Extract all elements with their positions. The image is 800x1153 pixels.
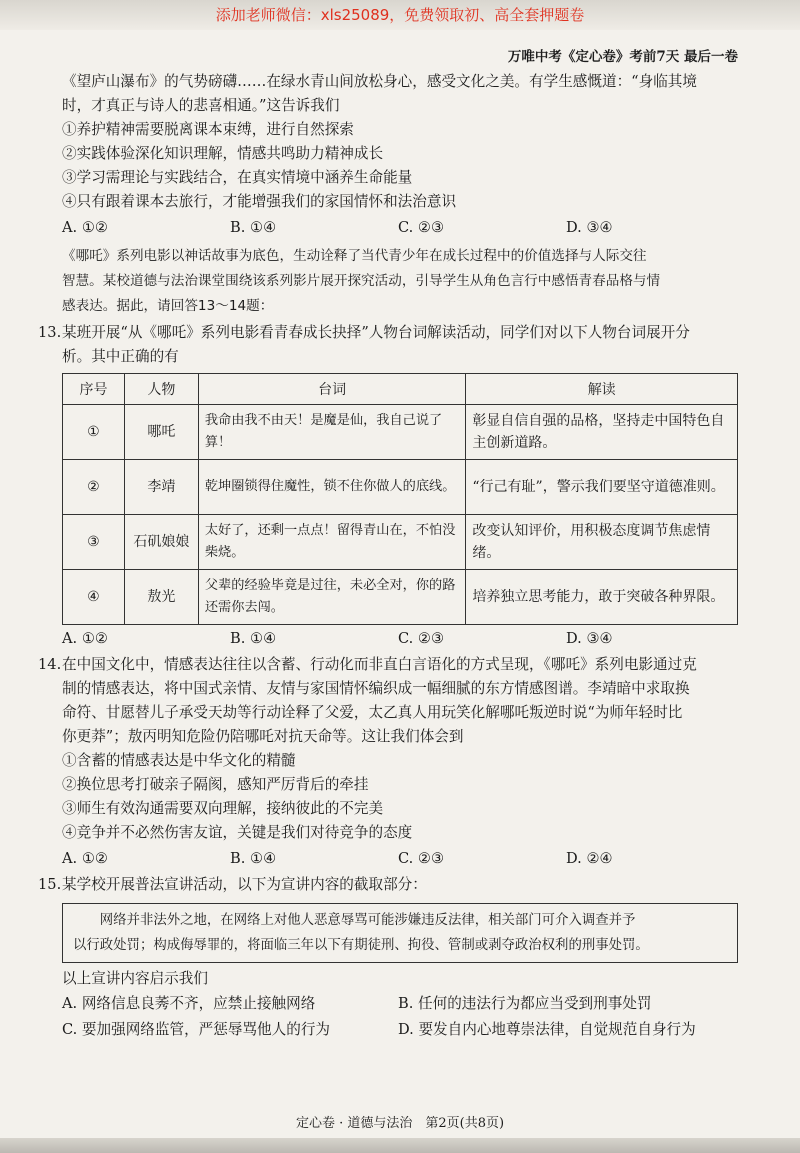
- q12-option-a: A. ①②: [62, 219, 108, 236]
- q12-stem-line: 《望庐山瀑布》的气势磅礴……在绿水青山间放松身心，感受文化之美。有学生感慨道：“身临其境: [62, 73, 697, 90]
- q12-option-c: C. ②③: [398, 219, 445, 236]
- q15-option-d: D. 要发自内心地尊崇法律，自觉规范自身行为: [398, 1021, 696, 1038]
- table-header-row: [63, 374, 738, 405]
- row-number: ①: [63, 405, 125, 460]
- q14-options: [62, 847, 738, 871]
- q15-option-a: A. 网络信息良莠不齐，应禁止接触网络: [62, 995, 316, 1012]
- q12-option-b: B. ①④: [230, 219, 277, 236]
- q14-item: ④竞争并不必然伤害友谊，关键是我们对待竞争的态度: [62, 824, 413, 841]
- row-character: 李靖: [124, 460, 198, 515]
- table-row: [63, 515, 738, 570]
- q15-stem-text: 某学校开展普法宣讲活动，以下为宣讲内容的截取部分：: [62, 876, 427, 893]
- dialogue-table: [62, 373, 738, 625]
- scan-bottom-edge: [0, 1138, 800, 1153]
- q15-option-c: C. 要加强网络监管，严惩辱骂他人的行为: [62, 1021, 331, 1038]
- q15-options-row: [62, 1017, 738, 1043]
- q13-option-c: C. ②③: [398, 630, 445, 647]
- question-15: [38, 873, 738, 1043]
- q15-lead: 以上宣讲内容启示我们: [62, 970, 208, 987]
- q14-stem-line: 命符、甘愿替儿子承受天劫等行动诠释了父爱，太乙真人用玩笑化解哪吒叛逆时说“为师年轻时比: [62, 704, 683, 721]
- question-12: [62, 70, 738, 240]
- col-header: 台词: [198, 374, 466, 405]
- q14-stem-line: 在中国文化中，情感表达往往以含蓄、行动化而非直白言语化的方式呈现，《哪吒》系列电影通过克: [62, 656, 697, 673]
- intro-line: 感表达。据此，请回答13～14题：: [62, 298, 274, 314]
- question-13: [38, 321, 738, 651]
- q12-option-d: D. ③④: [566, 219, 613, 236]
- row-interpretation: 彰显自信自强的品格，坚持走中国特色自主创新道路。: [466, 405, 738, 460]
- q12-item: ①养护精神需要脱离课本束缚，进行自然探索: [62, 121, 354, 138]
- question-14: [38, 653, 738, 871]
- row-number: ②: [63, 460, 125, 515]
- row-character: 石矶娘娘: [124, 515, 198, 570]
- q13-option-b: B. ①④: [230, 630, 277, 647]
- q15-box-line: 以行政处罚；构成侮辱罪的，将面临三年以下有期徒刑、拘役、管制或剥夺政治权利的刑事处罚。: [73, 938, 649, 953]
- q14-item: ①含蓄的情感表达是中华文化的精髓: [62, 752, 296, 769]
- q12-stem-line: 时，才真正与诗人的悲喜相通。”这告诉我们: [62, 97, 340, 114]
- q15-number: 15.: [38, 876, 62, 893]
- row-line: 太好了，还剩一点点！留得青山在，不怕没柴烧。: [198, 515, 466, 570]
- q12-item: ②实践体验深化知识理解，情感共鸣助力精神成长: [62, 145, 384, 162]
- row-interpretation: “行己有耻”，警示我们要坚守道德准则。: [466, 460, 738, 515]
- q15-stem: [38, 873, 738, 897]
- q14-stem-line: 你更莽”；敖丙明知危险仍陪哪吒对抗天命等。这让我们体会到: [62, 728, 464, 745]
- q12-item: ④只有跟着课本去旅行，才能增强我们的家国情怀和法治意识: [62, 193, 457, 210]
- row-character: 哪吒: [124, 405, 198, 460]
- q13-option-a: A. ①②: [62, 630, 108, 647]
- q15-options-row: [62, 991, 738, 1017]
- q14-item: ③师生有效沟通需要双向理解，接纳彼此的不完美: [62, 800, 384, 817]
- q13-stem-first: [38, 321, 738, 345]
- col-header: 序号: [63, 374, 125, 405]
- row-character: 敖光: [124, 570, 198, 625]
- q13-options: [62, 627, 738, 651]
- q15-option-b: B. 任何的违法行为都应当受到刑事处罚: [398, 995, 652, 1012]
- intro-line: 智慧。某校道德与法治课堂围绕该系列影片展开探究活动，引导学生从角色言行中感悟青春品格与情: [62, 273, 661, 289]
- q15-box-line: 网络并非法外之地，在网络上对他人恶意辱骂可能涉嫌违反法律，相关部门可介入调查并予: [99, 913, 636, 928]
- col-header: 人物: [124, 374, 198, 405]
- row-line: 父辈的经验毕竟是过往，未必全对，你的路还需你去闯。: [198, 570, 466, 625]
- page-footer: 定心卷 · 道德与法治 第2页(共8页): [295, 1116, 505, 1131]
- page-content: [38, 70, 738, 1043]
- watermark-text: 添加老师微信：xls25089，免费领取初、高全套押题卷: [215, 6, 585, 24]
- intro-line: 《哪吒》系列电影以神话故事为底色，生动诠释了当代青少年在成长过程中的价值选择与人际交往: [62, 248, 647, 264]
- q14-option-c: C. ②③: [398, 850, 445, 867]
- page-header: 万唯中考《定心卷》考前7天 最后一卷: [507, 49, 738, 65]
- q14-number: 14.: [38, 656, 62, 673]
- row-interpretation: 改变认知评价，用积极态度调节焦虑情绪。: [466, 515, 738, 570]
- q14-option-a: A. ①②: [62, 850, 108, 867]
- q12-item: ③学习需理论与实践结合，在真实情境中涵养生命能量: [62, 169, 413, 186]
- q14-stem-first: [38, 653, 738, 677]
- table-row: [63, 570, 738, 625]
- row-interpretation: 培养独立思考能力，敢于突破各种界限。: [466, 570, 738, 625]
- row-line: 我命由我不由天！是魔是仙，我自己说了算！: [198, 405, 466, 460]
- q15-quote-box: [62, 903, 738, 963]
- q14-stem-line: 制的情感表达，将中国式亲情、友情与家国情怀编织成一幅细腻的东方情感图谱。李靖暗中求取换: [62, 680, 690, 697]
- q14-option-d: D. ②④: [566, 850, 613, 867]
- table-row: [63, 405, 738, 460]
- q13-stem-line: 某班开展“从《哪吒》系列电影看青春成长抉择”人物台词解读活动，同学们对以下人物台词展开分: [62, 324, 690, 341]
- col-header: 解读: [466, 374, 738, 405]
- q14-item: ②换位思考打破亲子隔阂，感知严厉背后的牵挂: [62, 776, 369, 793]
- q13-stem-line: 析。其中正确的有: [62, 348, 179, 365]
- row-number: ④: [63, 570, 125, 625]
- q13-number: 13.: [38, 324, 62, 341]
- q14-option-b: B. ①④: [230, 850, 277, 867]
- q13-option-d: D. ③④: [566, 630, 613, 647]
- q12-options: [62, 216, 738, 240]
- passage-intro: [62, 244, 738, 319]
- row-line: 乾坤圈锁得住魔性，锁不住你做人的底线。: [198, 460, 466, 515]
- table-row: [63, 460, 738, 515]
- row-number: ③: [63, 515, 125, 570]
